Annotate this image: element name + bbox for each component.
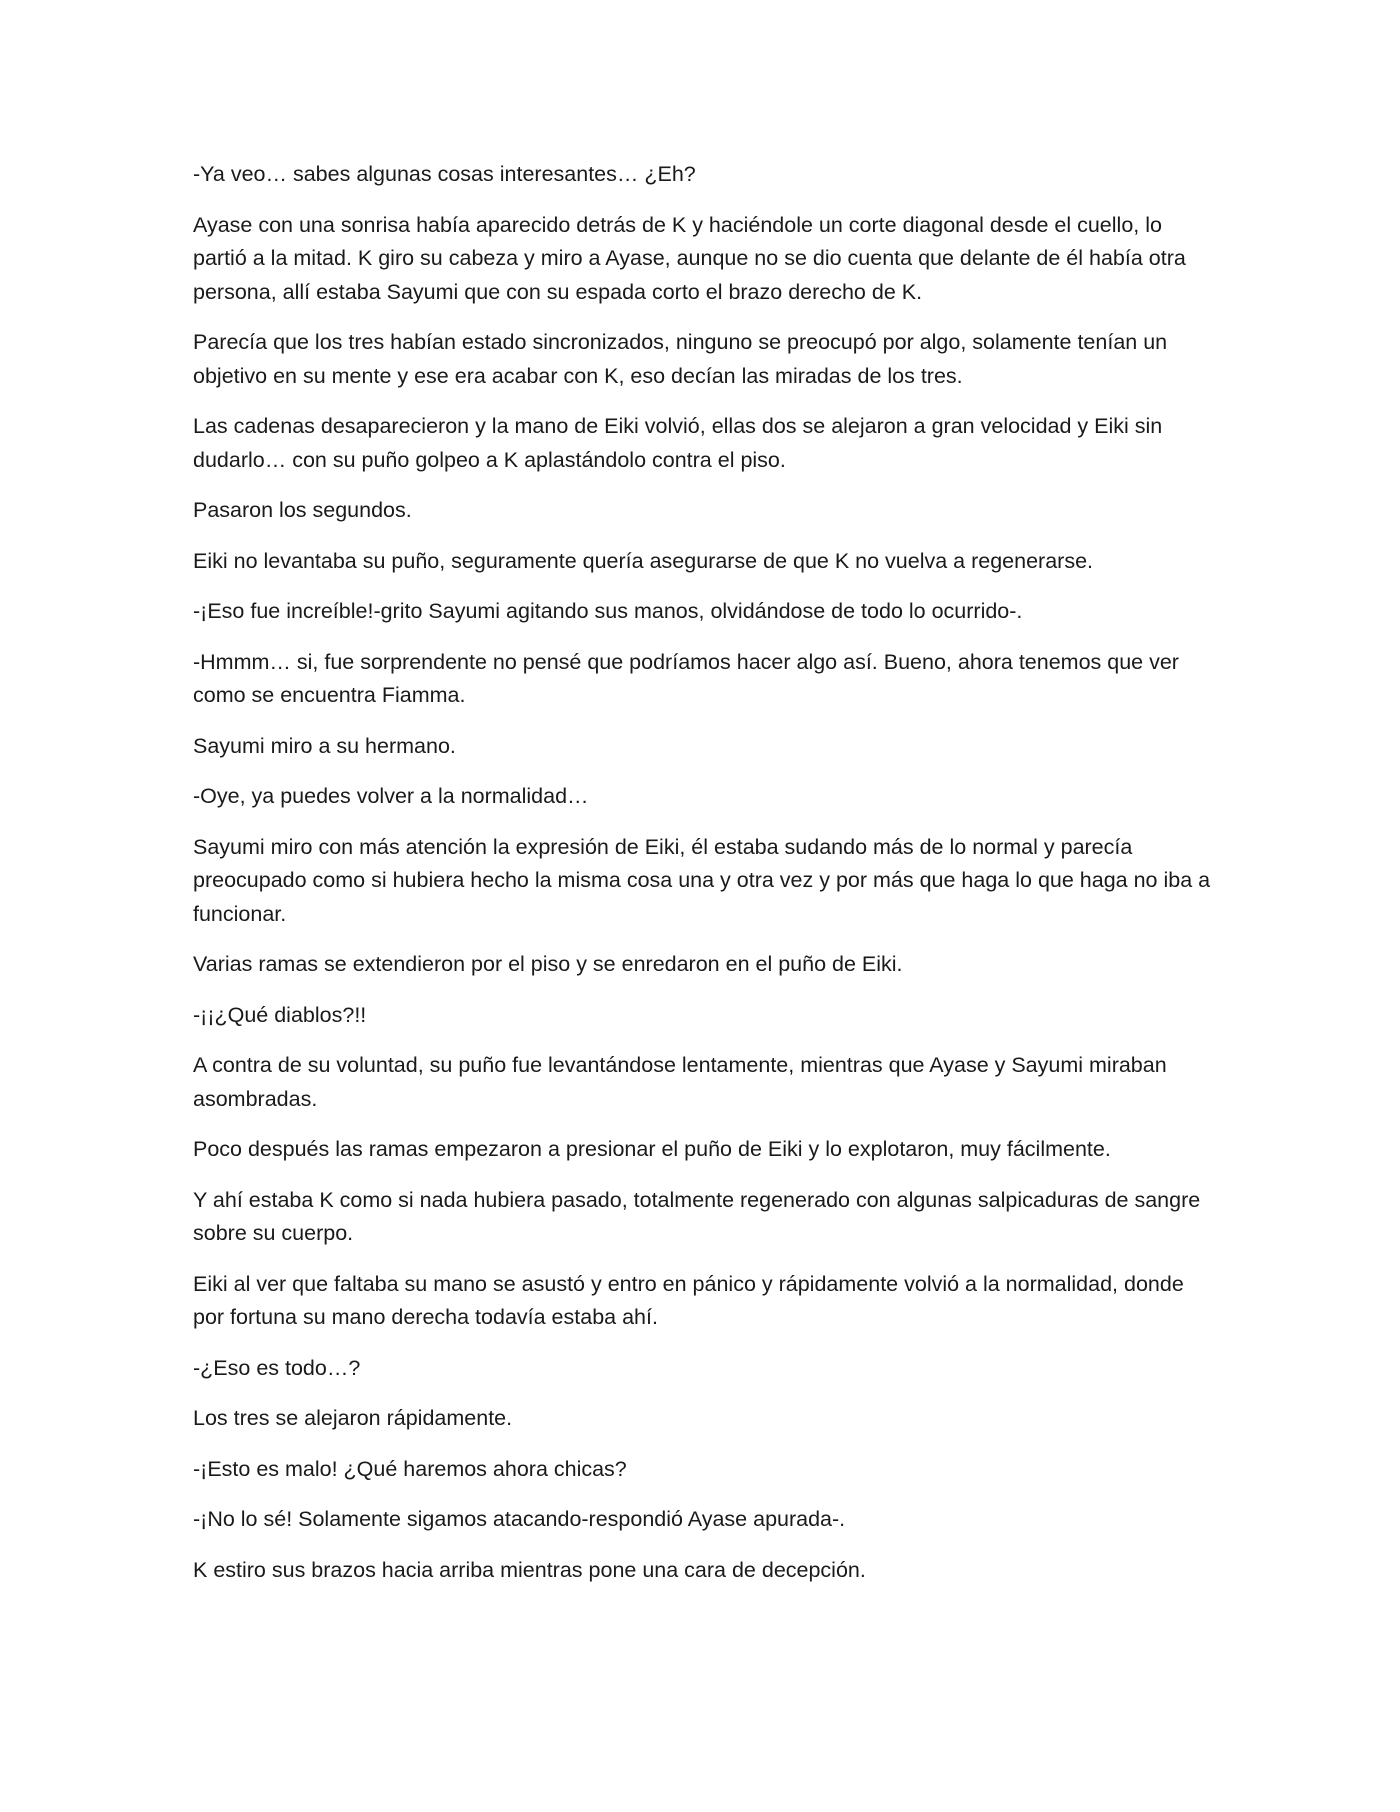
paragraph-22: K estiro sus brazos hacia arriba mientras pone una cara de decepción. — [193, 1557, 866, 1582]
paragraph-15: Poco después las ramas empezaron a presionar el puño de Eiki y lo explotaron, muy fácilmente. — [193, 1137, 1111, 1161]
paragraph-1: -Ya veo… sabes algunas cosas interesantes… ¿Eh? — [193, 162, 696, 186]
paragraph-13: -¡¡¿Qué diablos?!! — [193, 1002, 367, 1027]
paragraph-6: Eiki no levantaba su puño, seguramente quería asegurarse de que K no vuelva a regenerarse. — [193, 548, 1094, 573]
paragraph-8: -Hmmm… si, fue sorprendente no pensé que podríamos hacer algo así. Bueno, ahora tenemos que ver como se encuentra Fiamma. — [193, 649, 1179, 707]
paragraph-11: Sayumi miro con más atención la expresión de Eiki, él estaba sudando más de lo normal y parecía preocupado como si hubiera hecho la misma cosa una y otra vez y por más que haga lo que haga no iba a funcionar. — [193, 834, 1211, 926]
paragraph-14: A contra de su voluntad, su puño fue levantándose lentamente, mientras que Ayase y Sayumi miraban asombradas. — [193, 1053, 1167, 1111]
paragraph-16: Y ahí estaba K como si nada hubiera pasado, totalmente regenerado con algunas salpicaduras de sangre sobre su cuerpo. — [193, 1187, 1201, 1245]
paragraph-4: Las cadenas desaparecieron y la mano de Eiki volvió, ellas dos se alejaron a gran velocidad y Eiki sin dudarlo… con su puño golpeo a K aplastándolo contra el piso. — [193, 414, 1163, 472]
paragraph-9: Sayumi miro a su hermano. — [193, 733, 456, 758]
paragraph-19: Los tres se alejaron rápidamente. — [193, 1406, 513, 1430]
paragraph-20: -¡Esto es malo! ¿Qué haremos ahora chicas? — [193, 1456, 627, 1481]
paragraph-2: Ayase con una sonrisa había aparecido detrás de K y haciéndole un corte diagonal desde el cuello, lo partió a la mitad. K giro su cabeza y miro a Ayase, aunque no se dio cuenta que delante de él había otra persona, allí estaba Sayumi que con su espada corto el brazo derecho de K. — [193, 212, 1186, 304]
paragraph-18: -¿Eso es todo…? — [193, 1355, 361, 1380]
paragraph-3: Parecía que los tres habían estado sincronizados, ninguno se preocupó por algo, solamente tenían un objetivo en su mente y ese era acabar con K, eso decían las miradas de los tres. — [193, 330, 1168, 388]
text-body — [193, 158, 1213, 1604]
paragraph-5: Pasaron los segundos. — [193, 498, 412, 522]
paragraph-17: Eiki al ver que faltaba su mano se asustó y entro en pánico y rápidamente volvió a la normalidad, donde por fortuna su mano derecha todavía estaba ahí. — [193, 1271, 1184, 1329]
paragraph-7: -¡Eso fue increíble!-grito Sayumi agitando sus manos, olvidándose de todo lo ocurrido-. — [193, 599, 1023, 623]
paragraph-21: -¡No lo sé! Solamente sigamos atacando-respondió Ayase apurada-. — [193, 1507, 846, 1531]
paragraph-12: Varias ramas se extendieron por el piso y se enredaron en el puño de Eiki. — [193, 952, 903, 976]
paragraph-10: -Oye, ya puedes volver a la normalidad… — [193, 784, 589, 808]
